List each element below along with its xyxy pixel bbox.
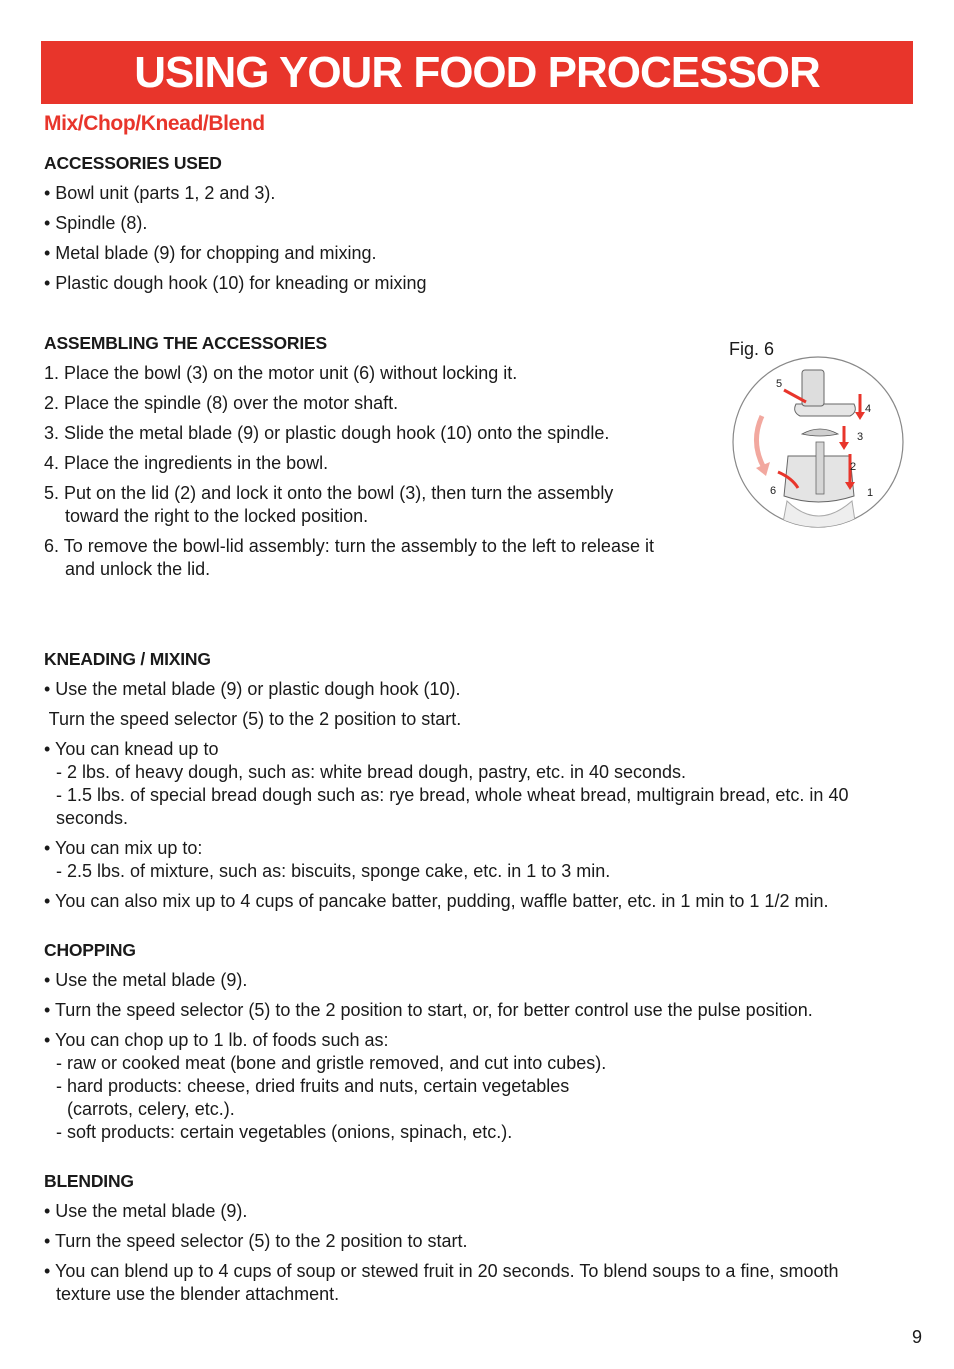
list-item: • Spindle (8). <box>44 213 148 233</box>
list-item: 3. Slide the metal blade (9) or plastic dough hook (10) onto the spindle. <box>44 423 610 443</box>
list-item: 1. Place the bowl (3) on the motor unit (6) without locking it. <box>44 363 518 383</box>
figure-number-4: 4 <box>865 403 872 415</box>
sub-item: - 1.5 lbs. of special bread dough such as: rye bread, whole wheat bread, multigrain bread, etc. in 40 <box>56 785 849 805</box>
assembling-heading: ASSEMBLING THE ACCESSORIES <box>44 333 327 353</box>
figure-number-5: 5 <box>776 378 783 390</box>
main-content <box>44 152 904 1306</box>
list-item: • You can knead up to <box>44 739 219 759</box>
list-item: • Turn the speed selector (5) to the 2 position to start. <box>44 1231 468 1251</box>
list-item: • Use the metal blade (9). <box>44 1201 248 1221</box>
sub-item: - hard products: cheese, dried fruits and nuts, certain vegetables <box>56 1076 570 1096</box>
chopping-heading: CHOPPING <box>44 940 136 960</box>
title-banner <box>41 41 913 104</box>
sub-item: - 2 lbs. of heavy dough, such as: white bread dough, pastry, etc. in 40 seconds. <box>56 762 687 782</box>
list-item: • Bowl unit (parts 1, 2 and 3). <box>44 183 276 203</box>
list-item: • Turn the speed selector (5) to the 2 position to start, or, for better control use the pulse position. <box>44 1000 813 1020</box>
accessories-heading: ACCESSORIES USED <box>44 153 222 173</box>
list-item: • You can blend up to 4 cups of soup or stewed fruit in 20 seconds. To blend soups to a fine, smooth <box>44 1261 839 1281</box>
list-item-continuation: and unlock the lid. <box>65 559 211 579</box>
sub-item: - raw or cooked meat (bone and gristle removed, and cut into cubes). <box>56 1053 607 1073</box>
page-number: 9 <box>912 1327 923 1347</box>
list-item-continuation: toward the right to the locked position. <box>65 506 369 526</box>
list-item: • Use the metal blade (9). <box>44 970 248 990</box>
list-item: • You can also mix up to 4 cups of pancake batter, pudding, waffle batter, etc. in 1 min to 1 1/2 min. <box>44 891 829 911</box>
list-item: • Plastic dough hook (10) for kneading or mixing <box>44 273 427 293</box>
list-item: • You can mix up to: <box>44 838 203 858</box>
sub-item: - soft products: certain vegetables (onions, spinach, etc.). <box>56 1122 513 1142</box>
figure-number-3: 3 <box>857 431 864 443</box>
list-item: • You can chop up to 1 lb. of foods such as: <box>44 1030 389 1050</box>
spindle-shape <box>816 442 824 494</box>
list-item: • Use the metal blade (9) or plastic dough hook (10). <box>44 679 461 699</box>
section-subtitle: Mix/Chop/Knead/Blend <box>44 112 265 135</box>
figure-number-1: 1 <box>867 487 874 499</box>
kneading-heading: KNEADING / MIXING <box>44 649 211 669</box>
sub-item-continuation: (carrots, celery, etc.). <box>67 1099 235 1119</box>
list-item: 2. Place the spindle (8) over the motor shaft. <box>44 393 399 413</box>
list-item-continuation: texture use the blender attachment. <box>56 1284 340 1304</box>
list-item: 4. Place the ingredients in the bowl. <box>44 453 329 473</box>
blending-heading: BLENDING <box>44 1171 134 1191</box>
sub-item-continuation: seconds. <box>56 808 129 828</box>
page-title: USING YOUR FOOD PROCESSOR <box>134 47 820 97</box>
list-item: 6. To remove the bowl-lid assembly: turn the assembly to the left to release it <box>44 536 654 556</box>
figure-label: Fig. 6 <box>729 339 775 359</box>
sub-item: - 2.5 lbs. of mixture, such as: biscuits, sponge cake, etc. in 1 to 3 min. <box>56 861 611 881</box>
food-processor-diagram <box>732 356 904 528</box>
figure-number-6: 6 <box>770 485 777 497</box>
list-item: Turn the speed selector (5) to the 2 position to start. <box>44 709 462 729</box>
figure-number-2: 2 <box>850 461 857 473</box>
list-item: 5. Put on the lid (2) and lock it onto the bowl (3), then turn the assembly <box>44 483 614 503</box>
list-item: • Metal blade (9) for chopping and mixing. <box>44 243 377 263</box>
